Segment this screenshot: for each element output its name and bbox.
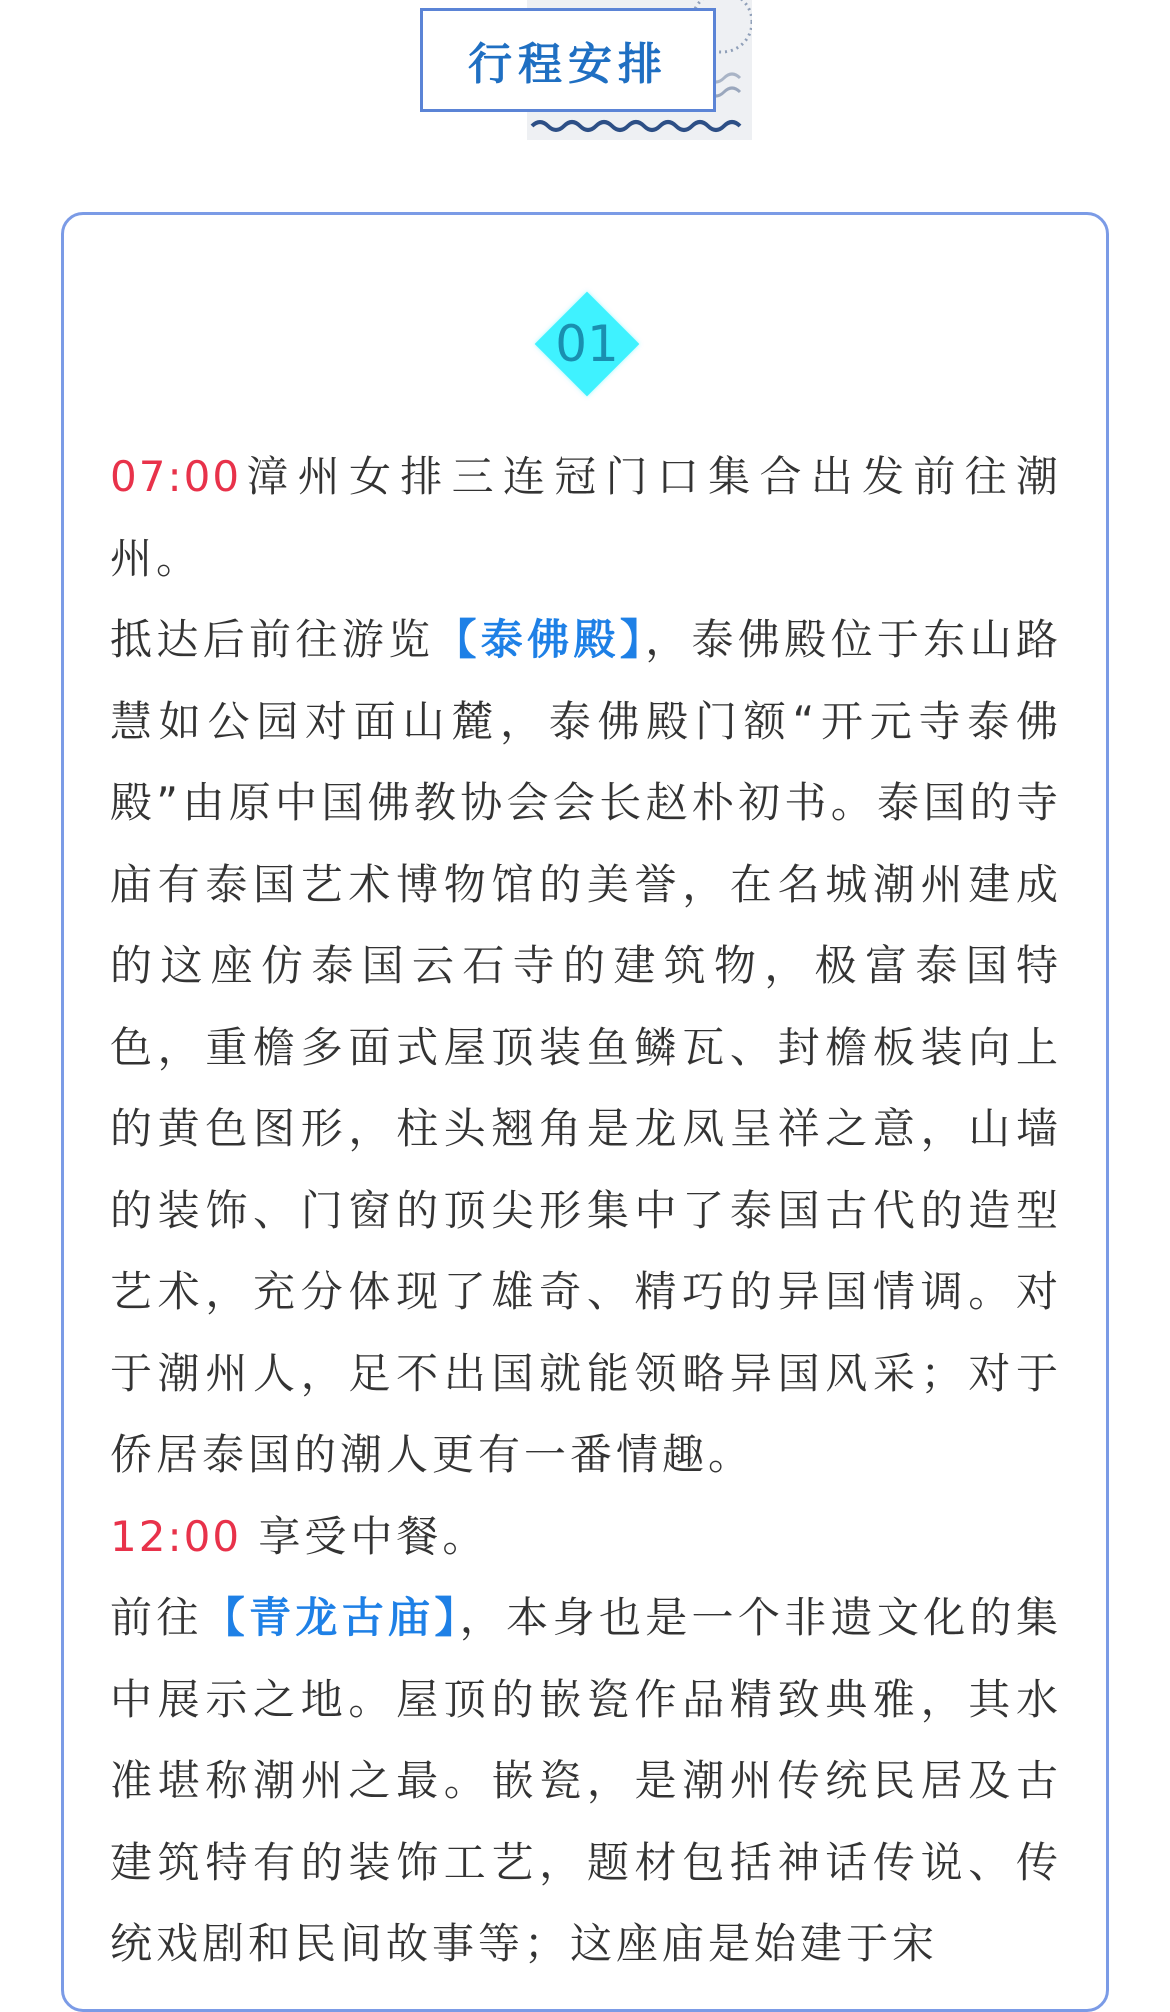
paragraph-text: 抵达后前往游览 (110, 615, 435, 664)
day-number: 01 (555, 315, 619, 373)
paragraph-text: ，泰佛殿位于东山路慧如公园对面山麓，泰佛殿门额“开元寺泰佛殿”由原中国佛教协会会长赵朴初书。泰国的寺庙有泰国艺术博物馆的美誉，在名城潮州建成的这座仿泰国云石寺的建筑物，极富泰国特色，重檐多面式屋顶装鱼鳞瓦、封檐板装向上的黄色图形，柱头翘角是龙凤呈祥之意，山墙的装饰、门窗的顶尖形集中了泰国古代的造型艺术，充分体现了雄奇、精巧的异国情调。对于潮州人，足不出国就能领略异国风采；对于侨居泰国的潮人更有一番情趣。 (110, 615, 1062, 1479)
place-name: 【泰佛殿】 (434, 615, 646, 664)
time-label: 12:00 (110, 1511, 242, 1561)
time-label: 07:00 (110, 452, 242, 501)
paragraph-text: 漳州女排三连冠门口集合出发前往潮州。 (110, 452, 1062, 583)
place-name: 【青龙古庙】 (202, 1593, 460, 1642)
itinerary-paragraph-4 (110, 1577, 1062, 1985)
section-title-box (420, 8, 716, 112)
paragraph-text: ，本身也是一个非遗文化的集中展示之地。屋顶的嵌瓷作品精致典雅，其水准堪称潮州之最。嵌瓷，是潮州传统民居及古建筑特有的装饰工艺，题材包括神话传说、传统戏剧和民间故事等；这座庙是始建于宋 (110, 1593, 1062, 1968)
paragraph-text: 享受中餐。 (241, 1511, 489, 1561)
section-title: 行程安排 (468, 39, 668, 90)
itinerary-content (110, 436, 1062, 1985)
itinerary-paragraph-2 (110, 599, 1062, 1496)
paragraph-text: 前往 (110, 1593, 203, 1642)
itinerary-paragraph-3 (110, 1496, 1062, 1578)
itinerary-paragraph-1 (110, 436, 1062, 599)
day-badge (535, 292, 639, 396)
